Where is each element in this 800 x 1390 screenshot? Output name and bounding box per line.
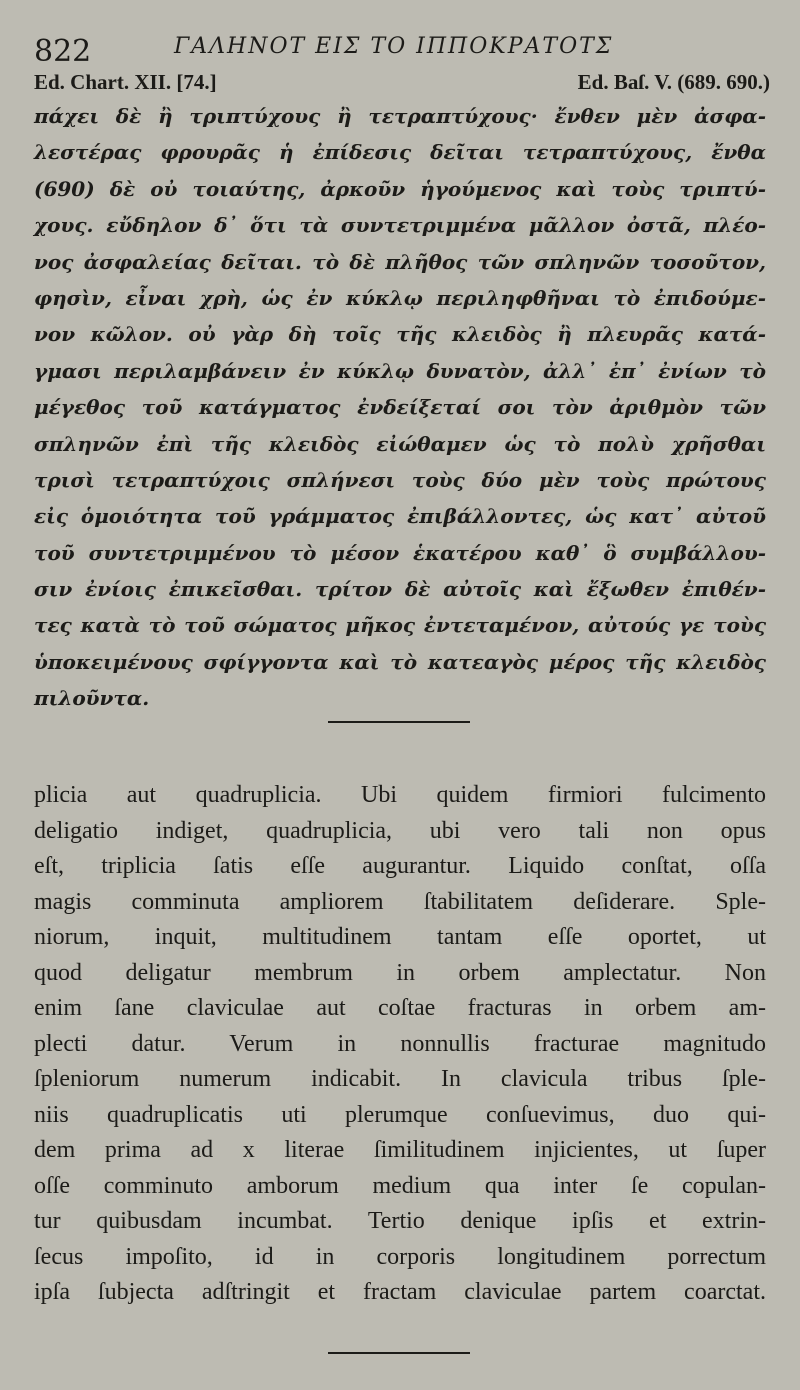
greek-text-line: χους. εὔδηλον δ᾽ ὅτι τὰ συντετριμμένα μᾶλλον ὀστᾶ, πλέο-: [34, 213, 766, 238]
latin-text-line: oſſe comminuto amborum medium qua inter ſe copulan-: [34, 1172, 766, 1199]
greek-text-line: σπληνῶν ἐπὶ τῆς κλειδὸς εἰώθαμεν ὡς τὸ πολὺ χρῆσθαι: [34, 431, 766, 456]
greek-text-block: [34, 98, 766, 717]
page-number: 822: [34, 34, 92, 69]
greek-text-line: φησὶν, εἶναι χρὴ, ὡς ἐν κύκλῳ περιληφθῆναι τὸ ἐπιδούμε-: [34, 285, 766, 310]
latin-text-line: ipſa ſubjecta adſtringit et fractam claviculae partem coarctat.: [34, 1279, 766, 1305]
latin-text-line: magis comminuta ampliorem ſtabilitatem deſiderare. Sple-: [34, 888, 766, 915]
edition-chartier: Ed. Chart. XII. [74.]: [34, 70, 217, 94]
latin-text-line: quod deligatur membrum in orbem amplectatur. Non: [34, 959, 766, 986]
latin-text-block: [34, 778, 766, 1311]
latin-text-line: deligatio indiget, quadruplicia, ubi vero tali non opus: [34, 817, 766, 844]
latin-text-line: plecti datur. Verum in nonnullis fracturae magnitudo: [34, 1030, 766, 1057]
greek-text-line: τες κατὰ τὸ τοῦ σώματος μῆκος ἐντεταμένον, αὐτούς γε τοὺς: [34, 613, 766, 638]
running-title: ΓΑΛΗΝΟΤ ΕΙΣ ΤΟ ΙΠΠΟΚΡΑΤΟΤΣ: [174, 34, 614, 59]
latin-text-line: ſecus impoſito, id in corporis longitudinem porrectum: [34, 1243, 766, 1270]
section-divider: [328, 721, 470, 723]
greek-text-line: νος ἀσφαλείας δεῖται. τὸ δὲ πλῆθος τῶν σπληνῶν τοσοῦτον,: [34, 249, 766, 274]
greek-text-line: πιλοῦντα.: [34, 686, 150, 711]
latin-text-line: eſt, triplicia ſatis eſſe augurantur. Liquido conſtat, oſſa: [34, 853, 766, 879]
running-head: [34, 28, 774, 69]
latin-text-line: ſpleniorum numerum indicabit. In clavicula tribus ſple-: [34, 1066, 766, 1092]
latin-text-line: enim ſane claviculae aut coſtae fracturas in orbem am-: [34, 995, 766, 1021]
greek-text-line: ὑποκειμένους σφίγγοντα καὶ τὸ κατεαγὸς μέρος τῆς κλειδὸς: [34, 649, 766, 674]
greek-text-line: τοῦ συντετριμμένου τὸ μέσον ἑκατέρου καθ᾽ ὃ συμβάλλου-: [34, 540, 766, 565]
edition-basel: Ed. Baſ. V. (689. 690.): [577, 70, 770, 94]
latin-text-line: plicia aut quadruplicia. Ubi quidem firmiori fulcimento: [34, 782, 766, 808]
latin-text-line: niorum, inquit, multitudinem tantam eſſe oportet, ut: [34, 924, 766, 950]
latin-text-line: tur quibusdam incumbat. Tertio denique ipſis et extrin-: [34, 1208, 766, 1234]
greek-text-line: (690) δὲ οὐ τοιαύτης, ἀρκοῦν ἡγούμενος καὶ τοὺς τριπτύ-: [34, 176, 766, 201]
greek-text-line: λεστέρας φρουρᾶς ἡ ἐπίδεσις δεῖται τετραπτύχους, ἔνθα: [34, 140, 766, 165]
greek-text-line: σιν ἐνίοις ἐπικεῖσθαι. τρίτον δὲ αὐτοῖς καὶ ἔξωθεν ἐπιθέν-: [34, 577, 766, 602]
greek-text-line: μέγεθος τοῦ κατάγματος ἐνδείξεταί σοι τὸν ἀριθμὸν τῶν: [34, 395, 766, 420]
greek-text-line: γμασι περιλαμβάνειν ἐν κύκλῳ δυνατὸν, ἀλλ᾽ ἐπ᾽ ἐνίων τὸ: [34, 358, 766, 383]
greek-text-line: πάχει δὲ ἢ τριπτύχους ἢ τετραπτύχους· ἔνθεν μὲν ἀσφα-: [34, 104, 766, 128]
greek-text-line: τρισὶ τετραπτύχοις σπλήνεσι τοὺς δύο μὲν τοὺς πρώτους: [34, 467, 766, 492]
greek-text-line: νον κῶλον. οὐ γὰρ δὴ τοῖς τῆς κλειδὸς ἢ πλευρᾶς κατά-: [34, 322, 766, 347]
latin-text-line: niis quadruplicatis uti plerumque conſuevimus, duo qui-: [34, 1101, 766, 1128]
latin-text-line: dem prima ad x literae ſimilitudinem injicientes, ut ſuper: [34, 1137, 766, 1163]
edition-reference-line: [34, 70, 770, 98]
greek-text-line: εἰς ὁμοιότητα τοῦ γράμματος ἐπιβάλλοντες, ὡς κατ᾽ αὐτοῦ: [34, 504, 766, 529]
bottom-divider: [328, 1352, 470, 1354]
